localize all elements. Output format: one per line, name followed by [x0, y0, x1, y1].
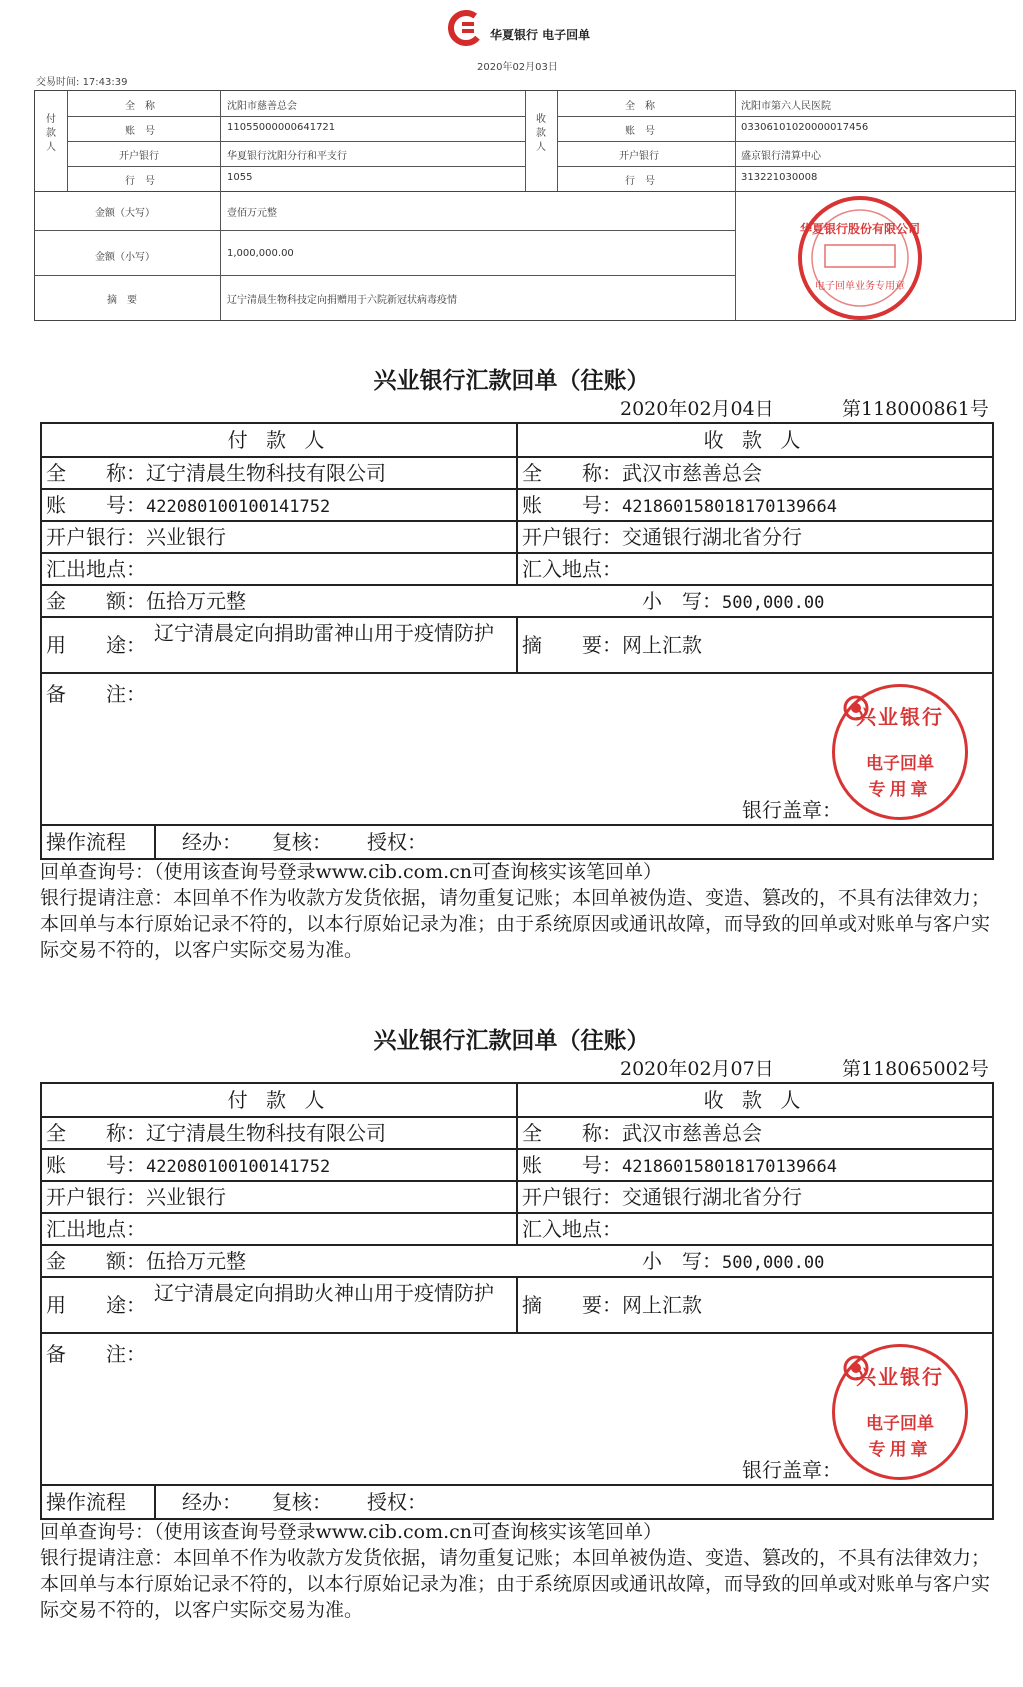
- query-note: 回单查询号：（使用该查询号登录www.cib.com.cn可查询核实该笔回单）: [40, 1521, 663, 1543]
- in-place-label: 汇入地点：: [522, 1217, 622, 1241]
- amount-upper: 壹佰万元整: [227, 208, 277, 219]
- name-row: [42, 1118, 992, 1150]
- process-row: [42, 1486, 992, 1518]
- payer-name: 沈阳市慈善总会: [227, 101, 297, 112]
- purpose: 辽宁清晨定向捐助雷神山用于疫情防护: [154, 621, 494, 645]
- handler-label: 经办：: [182, 1490, 242, 1514]
- place-row: [42, 1214, 992, 1246]
- payee-account-label: 账 号：: [522, 1153, 622, 1177]
- payee-bank: 交通银行湖北省分行: [622, 1185, 802, 1209]
- seal-bank: 兴业银行: [856, 1365, 944, 1389]
- bank-seal-label: 银行盖章：: [742, 798, 842, 822]
- amount-row: [42, 586, 992, 618]
- process-row: [42, 826, 992, 858]
- payee-header: 收 款 人: [703, 428, 807, 452]
- receipt-title: 兴业银行汇款回单（往账）: [373, 367, 650, 394]
- payer-side-label: 付款人: [46, 114, 56, 153]
- payer-bank: 兴业银行: [146, 1185, 226, 1209]
- cib-receipt-2: [0, 1022, 1023, 1682]
- payee-bank: 盛京银行清算中心: [741, 151, 821, 162]
- payee-bankno-label: 行 号: [625, 176, 655, 187]
- payer-account: 422080100100141752: [146, 497, 331, 517]
- huaxia-bank-logo-icon: [448, 10, 484, 46]
- memo: 辽宁清晨生物科技定向捐赠用于六院新冠状病毒疫情: [227, 295, 457, 306]
- remark-area: [42, 674, 992, 826]
- remark-label: 备 注：: [46, 682, 146, 706]
- transaction-time-label: 交易时间: [36, 77, 76, 88]
- payee-account: 421860158018170139664: [622, 1157, 837, 1177]
- amount-label: 金 额：: [46, 1249, 146, 1273]
- cib-seal: [832, 1344, 968, 1480]
- receipt-notes: [40, 1519, 990, 1623]
- bank-title: 华夏银行 电子回单: [490, 28, 591, 42]
- place-row: [42, 554, 992, 586]
- remark-label: 备 注：: [46, 1342, 146, 1366]
- receipt-notes: [40, 859, 990, 963]
- amount-row: [42, 1246, 992, 1278]
- payer-name-label: 全 称: [125, 101, 155, 112]
- receipt-date: 2020年02月04日: [620, 398, 774, 420]
- receipt-date: 2020年02月07日: [620, 1058, 774, 1080]
- bank-seal-label: 银行盖章：: [742, 1458, 842, 1482]
- payee-name-label: 全 称：: [522, 461, 622, 485]
- receipt-title: 兴业银行汇款回单（往账）: [373, 1027, 650, 1054]
- huaxia-seal-icon: [795, 193, 925, 323]
- payer-bankno: 1055: [227, 172, 253, 183]
- payer-name: 辽宁清晨生物科技有限公司: [146, 461, 386, 485]
- payee-name: 武汉市慈善总会: [622, 461, 762, 485]
- abstract-label: 摘 要：: [522, 1293, 622, 1317]
- payer-account-label: 账 号：: [46, 493, 146, 517]
- huaxia-receipt: [0, 0, 1023, 330]
- header-row: [42, 424, 992, 458]
- amount-lower: 1,000,000.00: [227, 248, 294, 259]
- payer-account: 422080100100141752: [146, 1157, 331, 1177]
- review-label: 复核：: [272, 1490, 332, 1514]
- amount-lower: 500,000.00: [722, 1253, 825, 1273]
- handler-label: 经办：: [182, 830, 242, 854]
- seal-line1: 电子回单: [866, 754, 934, 774]
- auth-label: 授权：: [367, 830, 427, 854]
- header-row: [42, 1084, 992, 1118]
- payer-bank-label: 开户银行：: [46, 1185, 146, 1209]
- remark-area: [42, 1334, 992, 1486]
- payer-header: 付 款 人: [227, 1088, 331, 1112]
- bank-notice: 银行提请注意：本回单不作为收款方发货依据，请勿重复记账；本回单被伪造、变造、篡改的，不具有法律效力；本回单与本行原始记录不符的，以本行原始记录为准；由于系统原因或通讯故障，而导致的回单或对账单与客户实际交易不符的，以客户实际交易为准。: [40, 1547, 991, 1621]
- amount-lower-label: 金额（小写）: [95, 252, 155, 263]
- cib-receipt-1: [0, 362, 1023, 1022]
- abstract: 网上汇款: [622, 633, 702, 657]
- out-place-label: 汇出地点：: [46, 1217, 146, 1241]
- payee-account-label: 账 号: [625, 126, 655, 137]
- transaction-time-value: 17:43:39: [82, 77, 128, 88]
- memo-label: 摘 要: [107, 295, 137, 306]
- bank-row: [42, 522, 992, 554]
- payee-bank: 交通银行湖北省分行: [622, 525, 802, 549]
- payer-bank: 华夏银行沈阳分行和平支行: [227, 151, 347, 162]
- payee-account-label: 账 号：: [522, 493, 622, 517]
- abstract-label: 摘 要：: [522, 633, 622, 657]
- party-table: [34, 90, 1016, 192]
- payer-name: 辽宁清晨生物科技有限公司: [146, 1121, 386, 1145]
- payee-name-label: 全 称：: [522, 1121, 622, 1145]
- payee-bank-label: 开户银行：: [522, 525, 622, 549]
- payer-account-label: 账 号: [125, 126, 155, 137]
- payee-side-label: 收款人: [536, 114, 546, 153]
- svg-text:华夏银行股份有限公司: 华夏银行股份有限公司: [799, 222, 921, 236]
- receipt-table: [40, 1082, 994, 1520]
- payer-account-label: 账 号：: [46, 1153, 146, 1177]
- cib-seal: [832, 684, 968, 820]
- name-row: [42, 458, 992, 490]
- amount-upper: 伍拾万元整: [146, 1249, 246, 1273]
- payee-name-label: 全 称: [625, 101, 655, 112]
- payee-account: 421860158018170139664: [622, 497, 837, 517]
- account-row: [42, 1150, 992, 1182]
- amount-upper-label: 金额（大写）: [95, 208, 155, 219]
- bank-row: [42, 1182, 992, 1214]
- amount-lower-label: 小 写：: [642, 589, 722, 613]
- payee-bank-label: 开户银行: [619, 151, 659, 162]
- purpose: 辽宁清晨定向捐助火神山用于疫情防护: [154, 1281, 494, 1305]
- receipt-table: [40, 422, 994, 860]
- transaction-time: 交易时间: 17:43:39: [36, 77, 128, 88]
- process-label: 操作流程: [46, 1490, 126, 1514]
- payer-name-label: 全 称：: [46, 1121, 146, 1145]
- review-label: 复核：: [272, 830, 332, 854]
- payee-bankno: 313221030008: [741, 172, 818, 183]
- in-place-label: 汇入地点：: [522, 557, 622, 581]
- seal-line1: 电子回单: [866, 1414, 934, 1434]
- seal-line2: 专用章: [868, 780, 932, 800]
- payee-name: 沈阳市第六人民医院: [741, 101, 831, 112]
- out-place-label: 汇出地点：: [46, 557, 146, 581]
- process-label: 操作流程: [46, 830, 126, 854]
- payer-bank-label: 开户银行：: [46, 525, 146, 549]
- seal-bank: 兴业银行: [856, 705, 944, 729]
- payer-bankno-label: 行 号: [125, 176, 155, 187]
- amount-upper: 伍拾万元整: [146, 589, 246, 613]
- seal-line2: 专用章: [868, 1440, 932, 1460]
- payee-bank-label: 开户银行：: [522, 1185, 622, 1209]
- purpose-label: 用 途：: [46, 1293, 146, 1317]
- amount-lower: 500,000.00: [722, 593, 825, 613]
- purpose-row: [42, 1278, 992, 1334]
- svg-text:电子回单业务专用章: 电子回单业务专用章: [815, 281, 905, 292]
- purpose-label: 用 途：: [46, 633, 146, 657]
- payer-bank-label: 开户银行: [119, 151, 159, 162]
- bank-notice: 银行提请注意：本回单不作为收款方发货依据，请勿重复记账；本回单被伪造、变造、篡改的，不具有法律效力；本回单与本行原始记录不符的，以本行原始记录为准；由于系统原因或通讯故障，而导致的回单或对账单与客户实际交易不符的，以客户实际交易为准。: [40, 887, 991, 961]
- amount-lower-label: 小 写：: [642, 1249, 722, 1273]
- account-row: [42, 490, 992, 522]
- payee-account: 03306101020000017456: [741, 122, 869, 133]
- receipt-number: 第118000861号: [842, 398, 989, 420]
- receipt-date: 2020年02月03日: [477, 62, 558, 73]
- payee-header: 收 款 人: [703, 1088, 807, 1112]
- payer-header: 付 款 人: [227, 428, 331, 452]
- purpose-row: [42, 618, 992, 674]
- receipt-number: 第118065002号: [842, 1058, 989, 1080]
- amount-label: 金 额：: [46, 589, 146, 613]
- payee-name: 武汉市慈善总会: [622, 1121, 762, 1145]
- auth-label: 授权：: [367, 1490, 427, 1514]
- payer-account: 11055000000641721: [227, 122, 336, 133]
- abstract: 网上汇款: [622, 1293, 702, 1317]
- payer-bank: 兴业银行: [146, 525, 226, 549]
- query-note: 回单查询号：（使用该查询号登录www.cib.com.cn可查询核实该笔回单）: [40, 861, 663, 883]
- payer-name-label: 全 称：: [46, 461, 146, 485]
